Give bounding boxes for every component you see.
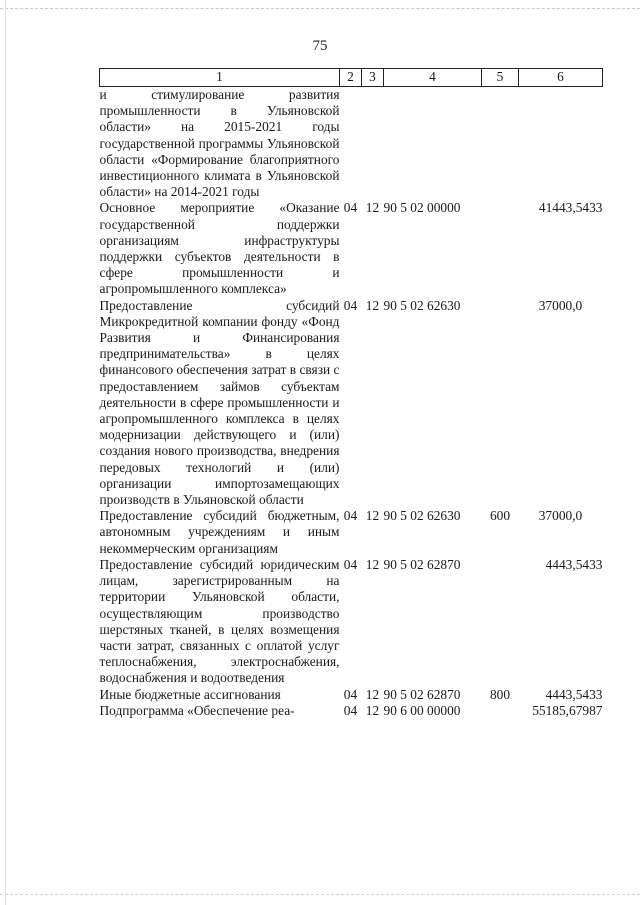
row-section: 04 bbox=[343, 702, 358, 718]
table-row bbox=[100, 687, 603, 703]
table-row bbox=[100, 298, 603, 509]
header-col-name: 1 bbox=[100, 69, 340, 87]
row-amount: 55185,67987 bbox=[532, 702, 603, 718]
row-name: Иные бюджетные ассигнования bbox=[99, 686, 281, 702]
row-target-article: 90 5 02 62870 bbox=[383, 686, 461, 702]
row-target-article: 90 5 02 62630 bbox=[383, 508, 461, 524]
row-expense-type bbox=[482, 557, 519, 687]
header-col-expense-type: 5 bbox=[482, 69, 519, 87]
table-row bbox=[100, 87, 603, 201]
header-col-section: 2 bbox=[340, 69, 362, 87]
header-col-target-article: 4 bbox=[384, 69, 482, 87]
row-amount bbox=[519, 87, 603, 201]
row-amount: 37000,0 bbox=[538, 297, 583, 313]
page-number: 75 bbox=[312, 38, 328, 54]
scan-edge-left bbox=[5, 0, 6, 905]
scan-edge-top bbox=[0, 8, 640, 11]
row-section: 04 bbox=[343, 686, 358, 702]
row-target-article bbox=[384, 87, 482, 201]
table-row bbox=[100, 200, 603, 297]
row-expense-type bbox=[482, 200, 519, 297]
row-amount: 4443,5433 bbox=[545, 556, 603, 572]
row-section: 04 bbox=[343, 297, 358, 313]
row-name: и стимулирование развития промышленности в Ульяновской области» на 2015-2021 годы государственной программы Ульяновской области «Формирование благоприятного инвестиционного климата в Ульяновской области» на 2014-2021 годы bbox=[99, 87, 340, 200]
row-target-article: 90 5 02 62630 bbox=[383, 297, 461, 313]
row-subsection: 12 bbox=[365, 297, 380, 313]
row-expense-type bbox=[482, 87, 519, 201]
row-name: Предоставление субсидий бюджетным, автономным учреждениям и иным некоммерческим организациям bbox=[99, 508, 340, 556]
row-subsection bbox=[362, 87, 384, 201]
row-name: Предоставление субсидий юридическим лицам, зарегистрированным на территории Ульяновской области, осуществляющим производство шерстяных тканей, в целях возмещения части затрат, связанных с оплатой услуг теплоснабжения, электроснабжения, водоснабжения и водоотведения bbox=[99, 556, 340, 686]
row-target-article: 90 5 02 00000 bbox=[383, 200, 461, 216]
row-name: Подпрограмма «Обеспечение реа- bbox=[99, 702, 295, 718]
table-row bbox=[100, 508, 603, 557]
header-col-amount: 6 bbox=[519, 69, 603, 87]
table-row bbox=[100, 703, 603, 719]
table-row bbox=[100, 557, 603, 687]
row-amount: 41443,5433 bbox=[538, 200, 603, 216]
row-expense-type bbox=[482, 298, 519, 509]
row-subsection: 12 bbox=[365, 200, 380, 216]
row-section: 04 bbox=[343, 556, 358, 572]
row-target-article: 90 6 00 00000 bbox=[383, 702, 461, 718]
table-header-row bbox=[100, 69, 603, 87]
row-name: Основное мероприятие «Оказание государственной поддержки организациям инфраструктуры поддержки субъектов деятельности в сфере промышленности и агропромышленного комплекса» bbox=[99, 200, 340, 297]
row-expense-type: 600 bbox=[489, 508, 511, 524]
row-subsection: 12 bbox=[365, 508, 380, 524]
scan-edge-bottom bbox=[0, 894, 640, 895]
row-section: 04 bbox=[343, 508, 358, 524]
row-target-article: 90 5 02 62870 bbox=[383, 556, 461, 572]
row-section: 04 bbox=[343, 200, 358, 216]
row-expense-type: 800 bbox=[489, 686, 511, 702]
row-subsection: 12 bbox=[365, 556, 380, 572]
row-subsection: 12 bbox=[365, 686, 380, 702]
row-expense-type bbox=[482, 703, 519, 719]
row-amount: 4443,5433 bbox=[545, 686, 603, 702]
row-section bbox=[340, 87, 362, 201]
header-col-subsection: 3 bbox=[362, 69, 384, 87]
row-name: Предоставление субсидий Микрокредитной компании фонду «Фонд Развития и Финансирования предпринимательства» в целях финансового обеспечения затрат в связи с предоставлением займов субъектам деятельности в сфере промышленности и агропромышленного комплекса в целях модернизации действующего и (или) создания нового производства, внедрения передовых технологий и (или) организации импортозамещающих производств в Ульяновской области bbox=[99, 297, 340, 508]
budget-table bbox=[99, 68, 603, 719]
row-subsection: 12 bbox=[365, 702, 380, 718]
row-amount: 37000,0 bbox=[538, 508, 583, 524]
